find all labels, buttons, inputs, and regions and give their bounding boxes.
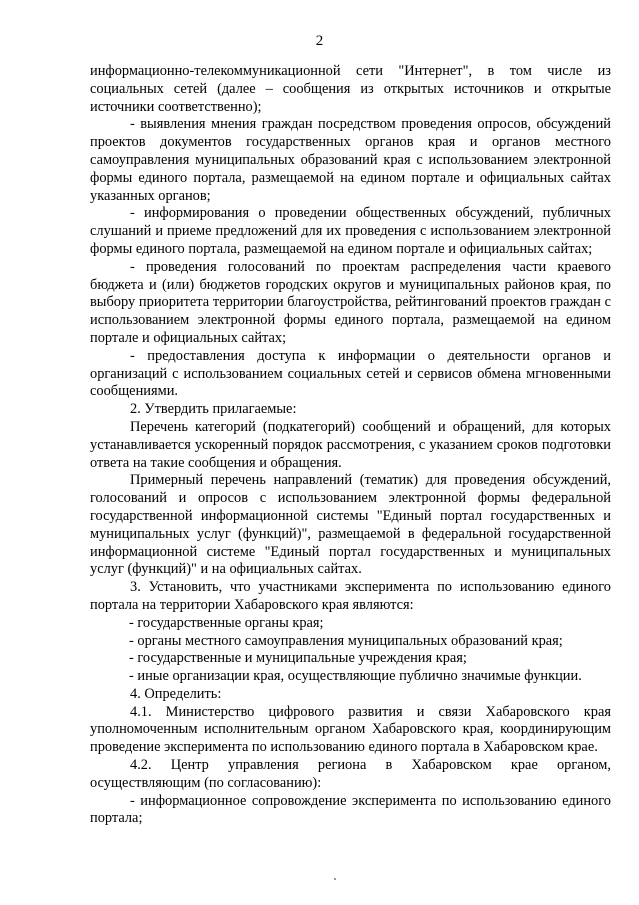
paragraph-list: - органы местного самоуправления муниципальных образований края; <box>129 632 563 649</box>
paragraph-clause: Примерный перечень направлений (тематик) для проведения обсуждений, голосований и опросов с использованием электронной формы федеральной государственной информационной системы "Единый портал государственных и муниципальных услуг (функций)", размещаемой в федеральной государственной информационной системе "Единый портал государственных и муниципальных услуг (функций)" и на официальных сайтах. <box>90 472 611 578</box>
paragraph-item: - информирования о проведении общественных обсуждений, публичных слушаний и приеме предложений для их проведения с использованием электронной формы единого портала, размещаемой на едином портале и официальных сайтах; <box>90 205 611 257</box>
paragraph-clause: 4. Определить: <box>130 685 222 702</box>
paragraph-item: - выявления мнения граждан посредством проведения опросов, обсуждений проектов документов государственных органов края и органов местного самоуправления муниципальных образований края с использованием электронной формы единого портала, размещаемой на едином портале и официальных сайтах указанных органов; <box>90 116 611 204</box>
paragraph-item: - проведения голосований по проектам распределения части краевого бюджета и (или) бюджетов городских округов и муниципальных районов края, по выбору приоритета территории благоустройства, рейтингований проектов граждан с использованием электронной формы единого портала, размещаемой на едином портале и официальных сайтах; <box>90 258 611 346</box>
paragraph-list: - иные организации края, осуществляющие публично значимые функции. <box>129 668 582 685</box>
paragraph-list: - государственные и муниципальные учреждения края; <box>129 650 467 667</box>
scan-speck <box>334 878 336 880</box>
paragraph-clause: 4.1. Министерство цифрового развития и связи Хабаровского края уполномоченным исполнительным органом Хабаровского края, координирующим проведение эксперимента по использованию единого портала в Хабаровском крае. <box>90 703 611 756</box>
paragraph-clause: 4.2. Центр управления региона в Хабаровском крае органом, осуществляющим (по согласованию): <box>90 757 611 791</box>
paragraph-continuation: информационно-телекоммуникационной сети "Интернет", в том числе из социальных сетей (далее – сообщения из открытых источников и открытые источники соответственно); <box>90 63 611 115</box>
paragraph-item: - информационное сопровождение эксперимента по использованию единого портала; <box>90 792 611 827</box>
paragraph-clause: 3. Установить, что участниками эксперимента по использованию единого портала на территории Хабаровского края являются: <box>90 579 611 613</box>
paragraph-clause: Перечень категорий (подкатегорий) сообщений и обращений, для которых устанавливается ускоренный порядок рассмотрения, с указанием сроков подготовки ответа на такие сообщения и обращения. <box>90 418 611 471</box>
paragraph-clause: 2. Утвердить прилагаемые: <box>130 401 297 418</box>
paragraph-list: - государственные органы края; <box>129 614 324 631</box>
page-number: 2 <box>315 33 324 49</box>
paragraph-item: - предоставления доступа к информации о деятельности органов и организаций с использованием социальных сетей и сервисов обмена мгновенными сообщениями. <box>90 347 611 400</box>
document-body <box>90 63 611 828</box>
